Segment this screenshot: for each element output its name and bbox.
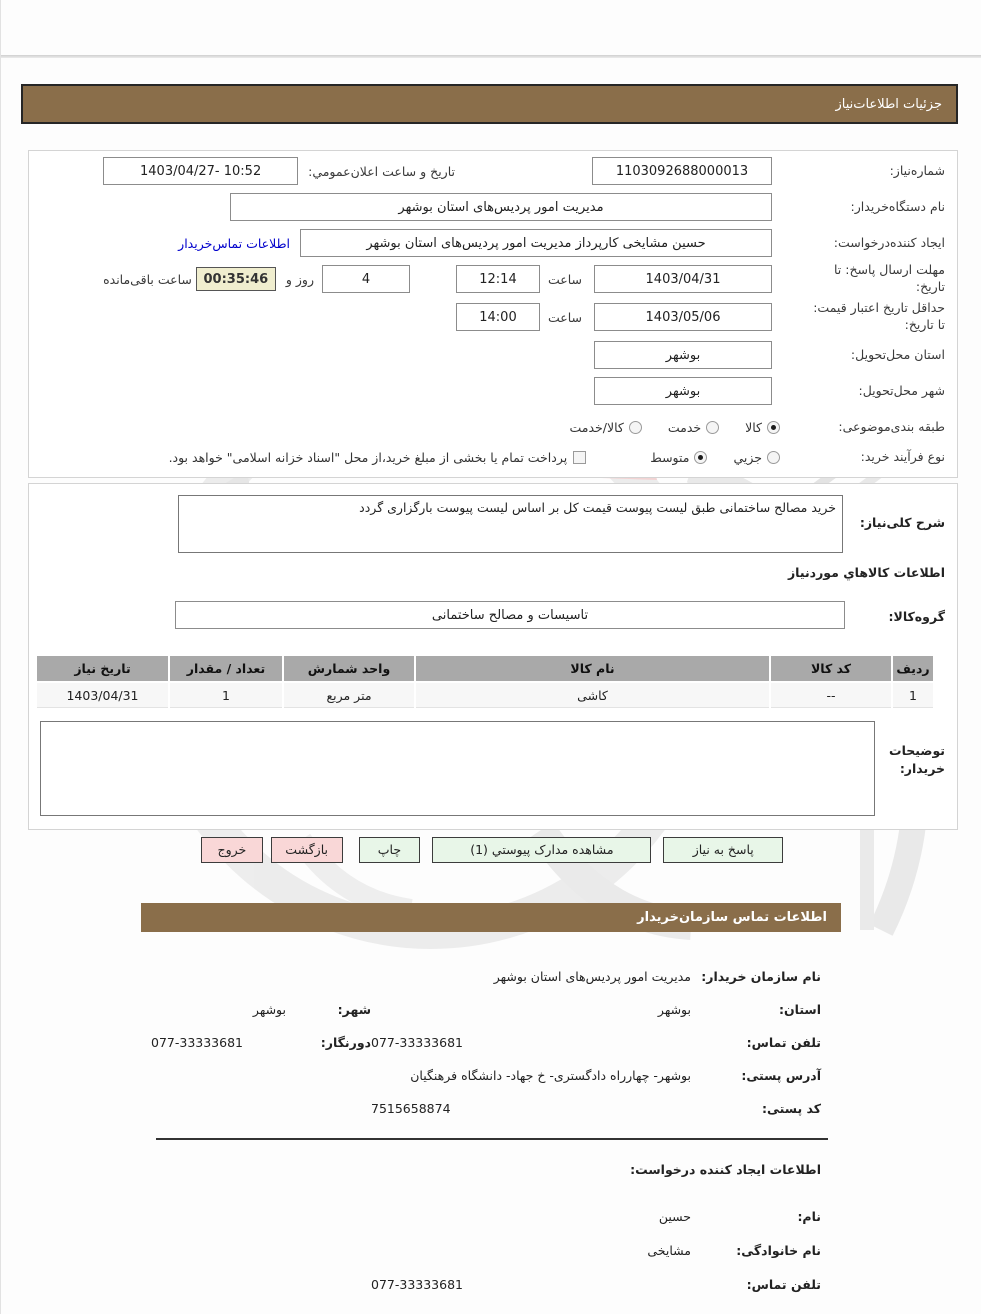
first-name-label: نام: — [797, 1208, 821, 1224]
reply-deadline-time-input[interactable]: 12:14 — [456, 265, 540, 293]
delivery-province-label: استان محل‌تحویل: — [850, 346, 945, 362]
org-name-value: مدیریت امور پردیس‌های استان بوشهر — [493, 969, 691, 984]
org-name-row — [151, 960, 821, 993]
postal-code-row — [151, 1092, 821, 1125]
need-description-textarea[interactable]: خرید مصالح ساختمانی طبق لیست پیوست قیمت کل بر اساس لیست پیوست بارگزاری گردد — [178, 495, 843, 553]
radio-option-service[interactable] — [668, 420, 719, 435]
action-buttons-row — [201, 836, 783, 863]
radio-icon-goods-selected[interactable] — [767, 421, 780, 434]
row-subject-class — [41, 417, 945, 437]
radio-label-service: خدمت — [667, 419, 702, 435]
row-delivery-city — [41, 377, 945, 405]
price-validity-time-input[interactable]: 14:00 — [456, 303, 540, 331]
col-item-name: نام کالا — [416, 656, 769, 681]
row-buyer-org — [41, 193, 945, 221]
price-validity-hour-label: ساعت — [547, 309, 582, 325]
goods-table-header-row — [37, 656, 933, 681]
need-description-label: شرح کلی‌نیاز: — [859, 515, 945, 530]
org-contact-block — [151, 960, 821, 1125]
request-creator-label: ایجاد کننده‌درخواست: — [833, 234, 945, 250]
section-divider — [156, 1138, 828, 1140]
city-value: بوشهر — [252, 1002, 286, 1017]
radio-option-goods[interactable] — [745, 420, 780, 435]
remaining-days-input[interactable]: 4 — [322, 265, 410, 293]
last-name-row — [151, 1233, 821, 1267]
row-reply-deadline — [41, 262, 945, 294]
buyer-contact-link[interactable]: اطلاعات تماس‌خریدار — [178, 235, 290, 251]
request-creator-input[interactable]: حسین مشایخی کارپرداز مدیریت امور پردیس‌های استان بوشهر — [300, 229, 772, 257]
cell-need-date: 1403/04/31 — [37, 683, 168, 708]
hours-remaining-label: ساعت باقی‌مانده — [103, 271, 192, 287]
postal-code-value: 7515658874 — [371, 1101, 451, 1116]
back-button[interactable]: بازگشت — [271, 837, 343, 863]
request-creator-block — [151, 1162, 821, 1301]
col-quantity: تعداد / مقدار — [170, 656, 282, 681]
need-number-input[interactable]: 1103092688000013 — [592, 157, 772, 185]
creator-phone-label: تلفن تماس: — [746, 1276, 821, 1292]
subject-class-label: طبقه بندی‌موضوعی: — [838, 418, 945, 434]
creator-phone-row — [151, 1267, 821, 1301]
radio-option-medium[interactable] — [650, 450, 707, 465]
treasury-checkbox-icon[interactable] — [573, 451, 586, 464]
buyer-org-label: نام دستگاه‌خریدار: — [850, 198, 945, 214]
province-city-row — [151, 993, 821, 1026]
goods-table — [35, 654, 935, 710]
first-name-row — [151, 1199, 821, 1233]
address-label: آدرس پستی: — [741, 1068, 821, 1083]
top-divider — [1, 55, 981, 58]
col-need-date: تاریخ نیاز — [37, 656, 168, 681]
radio-icon-medium-selected[interactable] — [694, 451, 707, 464]
goods-info-heading: اطلاعات کالاهاي مورد‌نیاز — [787, 565, 945, 580]
delivery-city-input[interactable]: بوشهر — [594, 377, 772, 405]
cell-row-number: 1 — [893, 683, 933, 708]
price-validity-label: حداقل تاریخ اعتبار قیمت: تا تاریخ: — [813, 300, 945, 332]
goods-group-label: گروه‌کالا: — [888, 609, 945, 624]
fax-value: 077-33333681 — [151, 1035, 243, 1050]
purchase-type-label: نوع فرآیند خرید: — [860, 448, 945, 464]
radio-label-goods: کالا — [745, 419, 762, 435]
countdown-timer: 00:35:46 — [196, 267, 276, 291]
radio-label-goods-service: کالا/خدمت — [569, 419, 624, 435]
province-label: استان: — [778, 1002, 821, 1017]
cell-item-name: کاشی — [416, 683, 769, 708]
row-purchase-type — [41, 447, 945, 467]
radio-icon-minor[interactable] — [767, 451, 780, 464]
exit-button[interactable]: خروج — [201, 837, 263, 863]
org-name-label: نام سازمان خریدار: — [701, 969, 821, 984]
postal-code-label: کد پستی: — [761, 1101, 821, 1116]
last-name-value: مشایخی — [647, 1242, 691, 1258]
col-row-number: ردیف — [893, 656, 933, 681]
province-value: بوشهر — [657, 1002, 691, 1017]
address-value: بوشهر- چهارراه دادگستری- خ جهاد- دانشگاه فرهنگیان — [410, 1068, 691, 1083]
col-item-code: کد کالا — [771, 656, 891, 681]
first-name-value: حسین — [658, 1208, 691, 1224]
goods-table-row — [37, 683, 933, 708]
radio-option-minor[interactable] — [733, 450, 780, 465]
section-title: اطلاعات تماس سازمان‌خریدار — [637, 910, 827, 925]
reply-deadline-label: مهلت ارسال پاسخ: تا تاریخ: — [834, 262, 945, 294]
section-title: جزئیات اطلاعات‌نیاز — [835, 96, 942, 112]
need-description-panel — [28, 483, 958, 830]
reply-to-need-button[interactable]: پاسخ به نیاز — [663, 837, 783, 863]
radio-option-goods-service[interactable] — [569, 420, 641, 435]
creator-phone-value: 077-33333681 — [371, 1276, 463, 1292]
cell-quantity: 1 — [170, 683, 282, 708]
buyer-notes-textarea[interactable] — [40, 721, 875, 816]
view-attachments-button[interactable]: مشاهده مدارک پیوستي (1) — [432, 837, 651, 863]
delivery-province-input[interactable]: بوشهر — [594, 341, 772, 369]
reply-deadline-date-input[interactable]: 1403/04/31 — [594, 265, 772, 293]
org-phone-label: تلفن تماس: — [746, 1035, 821, 1050]
radio-icon-goods-service[interactable] — [629, 421, 642, 434]
need-number-label: شماره‌نیاز: — [889, 162, 945, 178]
price-validity-date-input[interactable]: 1403/05/06 — [594, 303, 772, 331]
section-header-org-contact — [141, 903, 841, 932]
org-phone-value: 077-33333681 — [371, 1035, 463, 1050]
city-label: شهر: — [337, 1002, 371, 1017]
days-and-label: روز و — [285, 271, 314, 287]
announce-datetime-label: تاريخ و ساعت اعلان‌عمومي: — [308, 163, 455, 179]
goods-group-input[interactable]: تاسیسات و مصالح ساختمانی — [175, 601, 845, 629]
need-details-panel — [28, 150, 958, 478]
buyer-org-input[interactable]: مدیریت امور پردیس‌های استان بوشهر — [230, 193, 772, 221]
row-delivery-province — [41, 341, 945, 369]
radio-label-minor: جزیي — [733, 449, 762, 465]
col-unit: واحد شمارش — [284, 656, 414, 681]
delivery-city-label: شهر محل‌تحویل: — [858, 382, 945, 398]
radio-label-medium: متوسط — [650, 449, 690, 465]
row-request-creator — [41, 229, 945, 257]
buyer-notes-label: توضیحات خریدار: — [889, 743, 945, 776]
section-header-need-details — [21, 84, 958, 124]
treasury-checkbox-label: پرداخت تمام یا بخشی از مبلغ خرید،از محل "اسناد خزانه اسلامی" خواهد بود. — [168, 449, 568, 465]
radio-icon-service[interactable] — [706, 421, 719, 434]
phone-fax-row — [151, 1026, 821, 1059]
fax-label: دورنگار: — [320, 1035, 371, 1050]
reply-deadline-hour-label: ساعت — [547, 271, 582, 287]
row-price-validity — [41, 300, 945, 332]
cell-unit: متر مربع — [284, 683, 414, 708]
cell-item-code: -- — [771, 683, 891, 708]
print-button[interactable]: چاپ — [359, 837, 421, 863]
row-need-number — [41, 157, 945, 185]
request-creator-heading: اطلاعات ایجاد کننده درخواست: — [630, 1162, 821, 1177]
treasury-checkbox-option[interactable] — [169, 450, 587, 465]
announce-datetime-input[interactable]: 1403/04/27- 10:52 — [103, 157, 298, 185]
last-name-label: نام خانوادگی: — [736, 1242, 821, 1258]
address-row — [151, 1059, 821, 1092]
